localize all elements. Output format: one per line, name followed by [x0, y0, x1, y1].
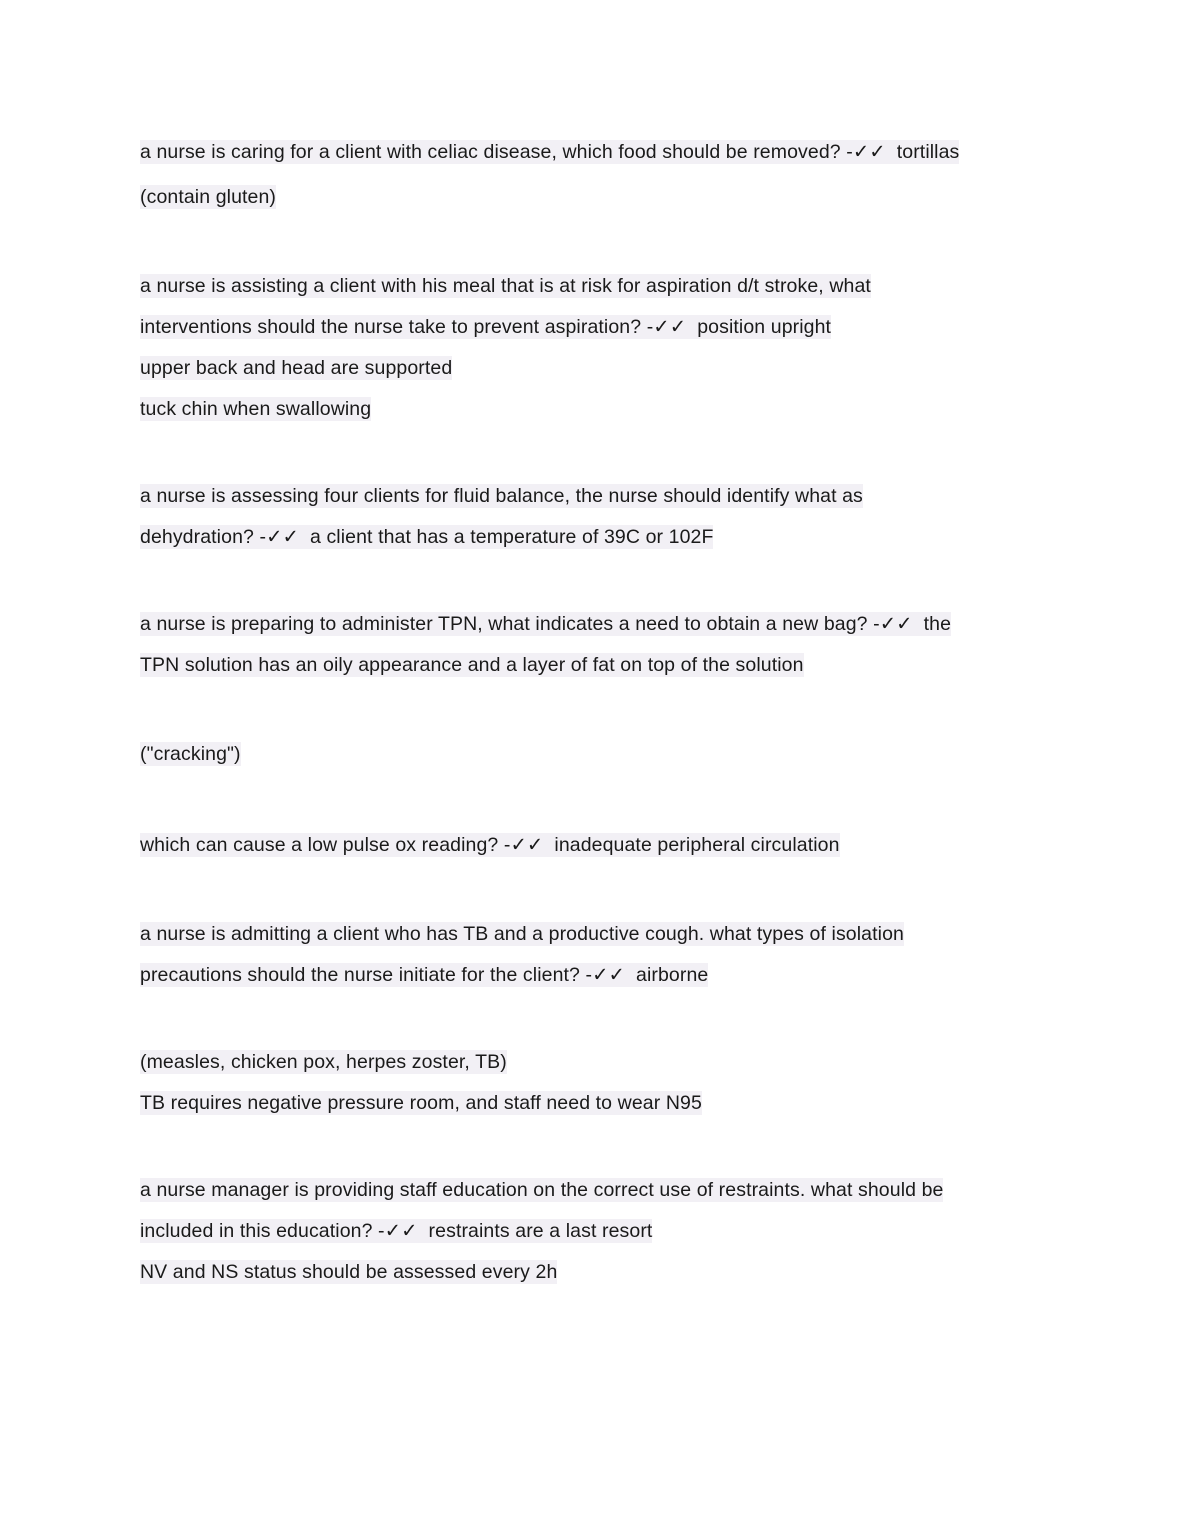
text-line: [140, 130, 1045, 175]
highlighted-text: a nurse manager is providing staff education on the correct use of restraints. what should be: [140, 1179, 944, 1201]
qa-block-celiac: [140, 130, 1045, 220]
text-line: [140, 645, 1045, 686]
highlighted-text: a nurse is caring for a client with celiac disease, which food should be removed? -✓✓ tortillas: [140, 141, 960, 163]
highlighted-text: included in this education? -✓✓ restraints are a last resort: [140, 1220, 653, 1242]
text-line: [140, 604, 1045, 645]
highlighted-text: interventions should the nurse take to prevent aspiration? -✓✓ position upright: [140, 316, 832, 338]
highlighted-text: tuck chin when swallowing: [140, 398, 372, 420]
text-line: [140, 914, 1045, 955]
highlighted-text: TPN solution has an oily appearance and a layer of fat on top of the solution: [140, 654, 804, 676]
text-line: [140, 732, 1045, 777]
text-line: [140, 1083, 1045, 1124]
qa-block-airborne-list: [140, 1042, 1045, 1124]
text-line: [140, 389, 1045, 430]
highlighted-text: which can cause a low pulse ox reading? -✓✓ inadequate peripheral circulation: [140, 834, 840, 856]
qa-block-aspiration: [140, 266, 1045, 430]
text-line: [140, 175, 1045, 220]
qa-block-fluid-balance: [140, 476, 1045, 558]
qa-block-tb-isolation: [140, 914, 1045, 996]
text-line: [140, 823, 1045, 868]
qa-block-restraints: [140, 1170, 1045, 1293]
highlighted-text: precautions should the nurse initiate for the client? -✓✓ airborne: [140, 964, 709, 986]
highlighted-text: ("cracking"): [140, 743, 241, 765]
highlighted-text: a nurse is admitting a client who has TB and a productive cough. what types of isolation: [140, 923, 904, 945]
text-line: [140, 1042, 1045, 1083]
qa-block-pulse-ox: [140, 823, 1045, 868]
highlighted-text: upper back and head are supported: [140, 357, 453, 379]
text-line: [140, 307, 1045, 348]
highlighted-text: (contain gluten): [140, 186, 277, 208]
qa-block-cracking: [140, 732, 1045, 777]
highlighted-text: TB requires negative pressure room, and staff need to wear N95: [140, 1092, 702, 1114]
text-line: [140, 1170, 1045, 1211]
text-line: [140, 266, 1045, 307]
text-line: [140, 517, 1045, 558]
text-line: [140, 1252, 1045, 1293]
text-line: [140, 476, 1045, 517]
qa-block-tpn: [140, 604, 1045, 686]
text-line: [140, 1211, 1045, 1252]
document-body: [140, 130, 1045, 1293]
highlighted-text: a nurse is preparing to administer TPN, what indicates a need to obtain a new bag? -✓✓ the: [140, 613, 952, 635]
highlighted-text: a nurse is assisting a client with his meal that is at risk for aspiration d/t stroke, what: [140, 275, 871, 297]
text-line: [140, 955, 1045, 996]
highlighted-text: a nurse is assessing four clients for fluid balance, the nurse should identify what as: [140, 485, 863, 507]
highlighted-text: dehydration? -✓✓ a client that has a temperature of 39C or 102F: [140, 526, 714, 548]
text-line: [140, 348, 1045, 389]
highlighted-text: (measles, chicken pox, herpes zoster, TB): [140, 1051, 507, 1073]
highlighted-text: NV and NS status should be assessed every 2h: [140, 1261, 558, 1283]
